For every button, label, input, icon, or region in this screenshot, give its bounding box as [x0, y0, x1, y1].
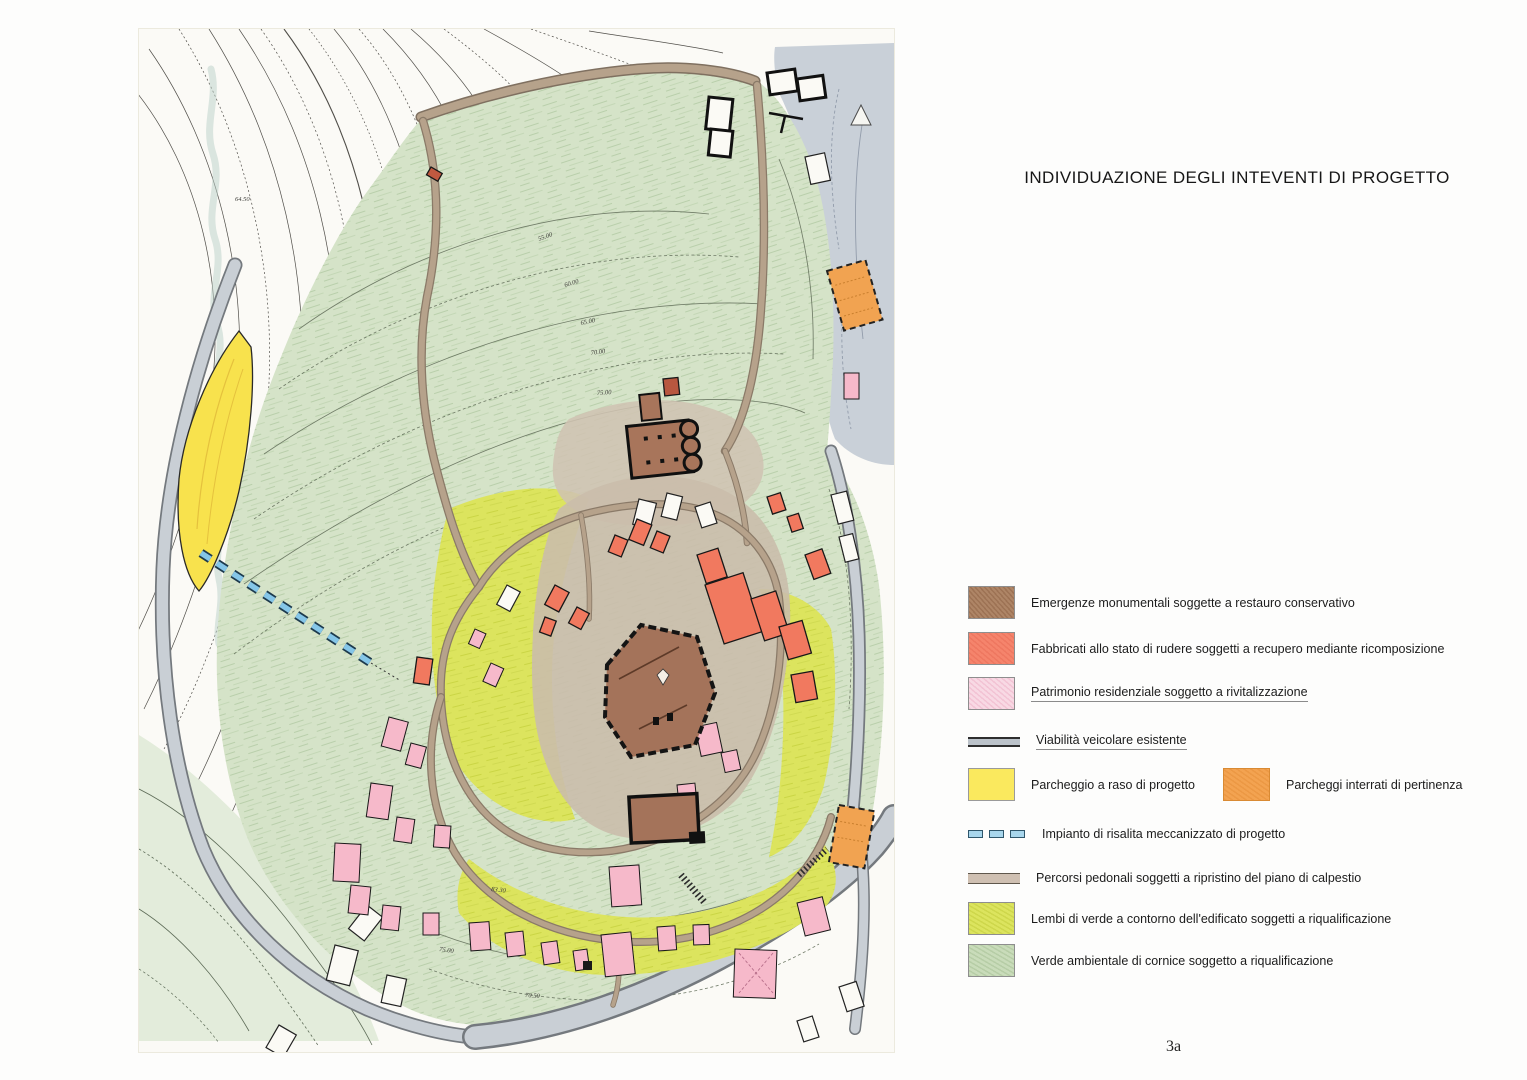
legend-label: Percorsi pedonali soggetti a ripristino del piano di calpestio: [1036, 871, 1362, 885]
contour-label: 75.00: [438, 946, 455, 956]
legend-label: Viabilità veicolare esistente: [1036, 733, 1187, 750]
map-marks: [583, 961, 592, 970]
contour-label: 60.00: [563, 278, 580, 289]
legend-item-impianto: [968, 827, 1488, 841]
legend-label: Impianto di risalita meccanizzato di progetto: [1042, 827, 1286, 841]
verde-swatch: [968, 944, 1015, 977]
lembi-swatch: [968, 902, 1015, 935]
site-plan-map: [138, 28, 895, 1053]
legend-item-viabilita: [968, 733, 1488, 750]
yellow-swatch: [968, 768, 1015, 801]
contour-label: 75.00: [596, 388, 612, 397]
legend-item-emergenze: [968, 586, 1488, 619]
path-band-swatch: [968, 873, 1020, 884]
page-title: INDIVIDUAZIONE DEGLI INTEVENTI DI PROGETTO: [1024, 168, 1450, 187]
legend: [968, 586, 1488, 977]
legend-label: Parcheggio a raso di progetto: [1031, 777, 1195, 792]
contour-label: 64.50: [235, 196, 250, 203]
legend-item-verde: [968, 944, 1488, 977]
legend-label: Verde ambientale di cornice soggetto a riqualificazione: [1031, 953, 1334, 968]
lift-dash: [989, 830, 1004, 838]
legend-label: Patrimonio residenziale soggetto a rivitalizzazione: [1031, 685, 1308, 702]
red-swatch: [968, 632, 1015, 665]
pink-swatch: [968, 677, 1015, 710]
contour-label: 83.30: [490, 886, 507, 895]
lift-dashes-swatch: [968, 829, 1026, 840]
contour-label: 55.00: [537, 231, 554, 243]
legend-label: Emergenze monumentali soggette a restauro conservativo: [1031, 595, 1355, 610]
legend-item-lembi: [968, 902, 1488, 935]
legend-item-fabbricati: [968, 632, 1488, 665]
contour-label: 70.50: [524, 992, 540, 1001]
contour-label: 65.00: [579, 317, 596, 327]
lift-dash: [1010, 830, 1025, 838]
road-band-swatch: [968, 737, 1020, 747]
legend-label: Lembi di verde a contorno dell'edificato soggetti a riqualificazione: [1031, 911, 1392, 926]
map-svg: [139, 29, 894, 1052]
legend-item-patrimonio: [968, 677, 1488, 710]
page-number: 3a: [1166, 1038, 1182, 1055]
lower-hall-building: [629, 793, 706, 847]
lift-dash: [968, 830, 983, 838]
orange-swatch: [1223, 768, 1270, 801]
legend-label: Parcheggi interrati di pertinenza: [1286, 777, 1463, 792]
legend-item-percorsi: [968, 871, 1488, 885]
legend-label: Fabbricati allo stato di rudere soggetti a recupero mediante ricomposizione: [1031, 641, 1445, 656]
brown-swatch: [968, 586, 1015, 619]
contour-label: 70.00: [590, 348, 606, 357]
legend-item-parcheggi: [968, 768, 1488, 801]
